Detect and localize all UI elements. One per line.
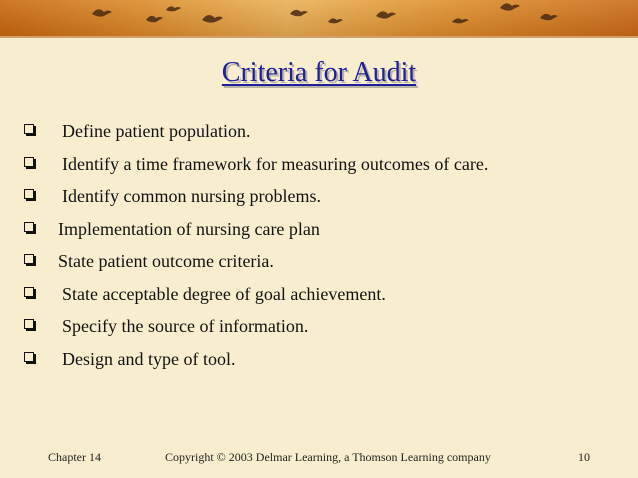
list-item — [0, 120, 638, 153]
header-banner — [0, 0, 638, 36]
checkbox-square-icon — [24, 319, 34, 329]
checkbox-square-icon — [24, 157, 34, 167]
list-item — [0, 218, 638, 251]
checkbox-square-icon — [24, 287, 34, 297]
bullet-list — [0, 120, 638, 380]
checkbox-square-icon — [24, 124, 34, 134]
checkbox-square-icon — [24, 189, 34, 199]
bullet-text: Implementation of nursing care plan — [58, 218, 320, 239]
footer-chapter: Chapter 14 — [48, 450, 101, 464]
footer-copyright: Copyright © 2003 Delmar Learning, a Thomson Learning company — [165, 450, 491, 464]
bullet-text: Specify the source of information. — [62, 316, 309, 336]
bullet-text: State patient outcome criteria. — [58, 251, 274, 271]
list-item — [0, 348, 638, 381]
page-number: 10 — [578, 450, 590, 464]
list-item — [0, 283, 638, 316]
slide-title: Criteria for Audit — [221, 57, 417, 88]
bullet-text: Design and type of tool. — [62, 348, 236, 369]
bullet-text: State acceptable degree of goal achievement. — [62, 283, 386, 304]
banner-divider — [0, 36, 638, 38]
checkbox-square-icon — [24, 352, 34, 362]
slide-footer — [0, 450, 638, 470]
checkbox-square-icon — [24, 254, 34, 264]
bullet-text: Identify common nursing problems. — [62, 186, 321, 206]
list-item — [0, 250, 638, 283]
bullet-text: Identify a time framework for measuring outcomes of care. — [62, 153, 489, 174]
flying-geese-icon — [0, 0, 638, 36]
checkbox-square-icon — [24, 222, 34, 232]
list-item — [0, 185, 638, 218]
list-item — [0, 315, 638, 348]
bullet-text: Define patient population. — [62, 121, 251, 141]
list-item — [0, 153, 638, 186]
